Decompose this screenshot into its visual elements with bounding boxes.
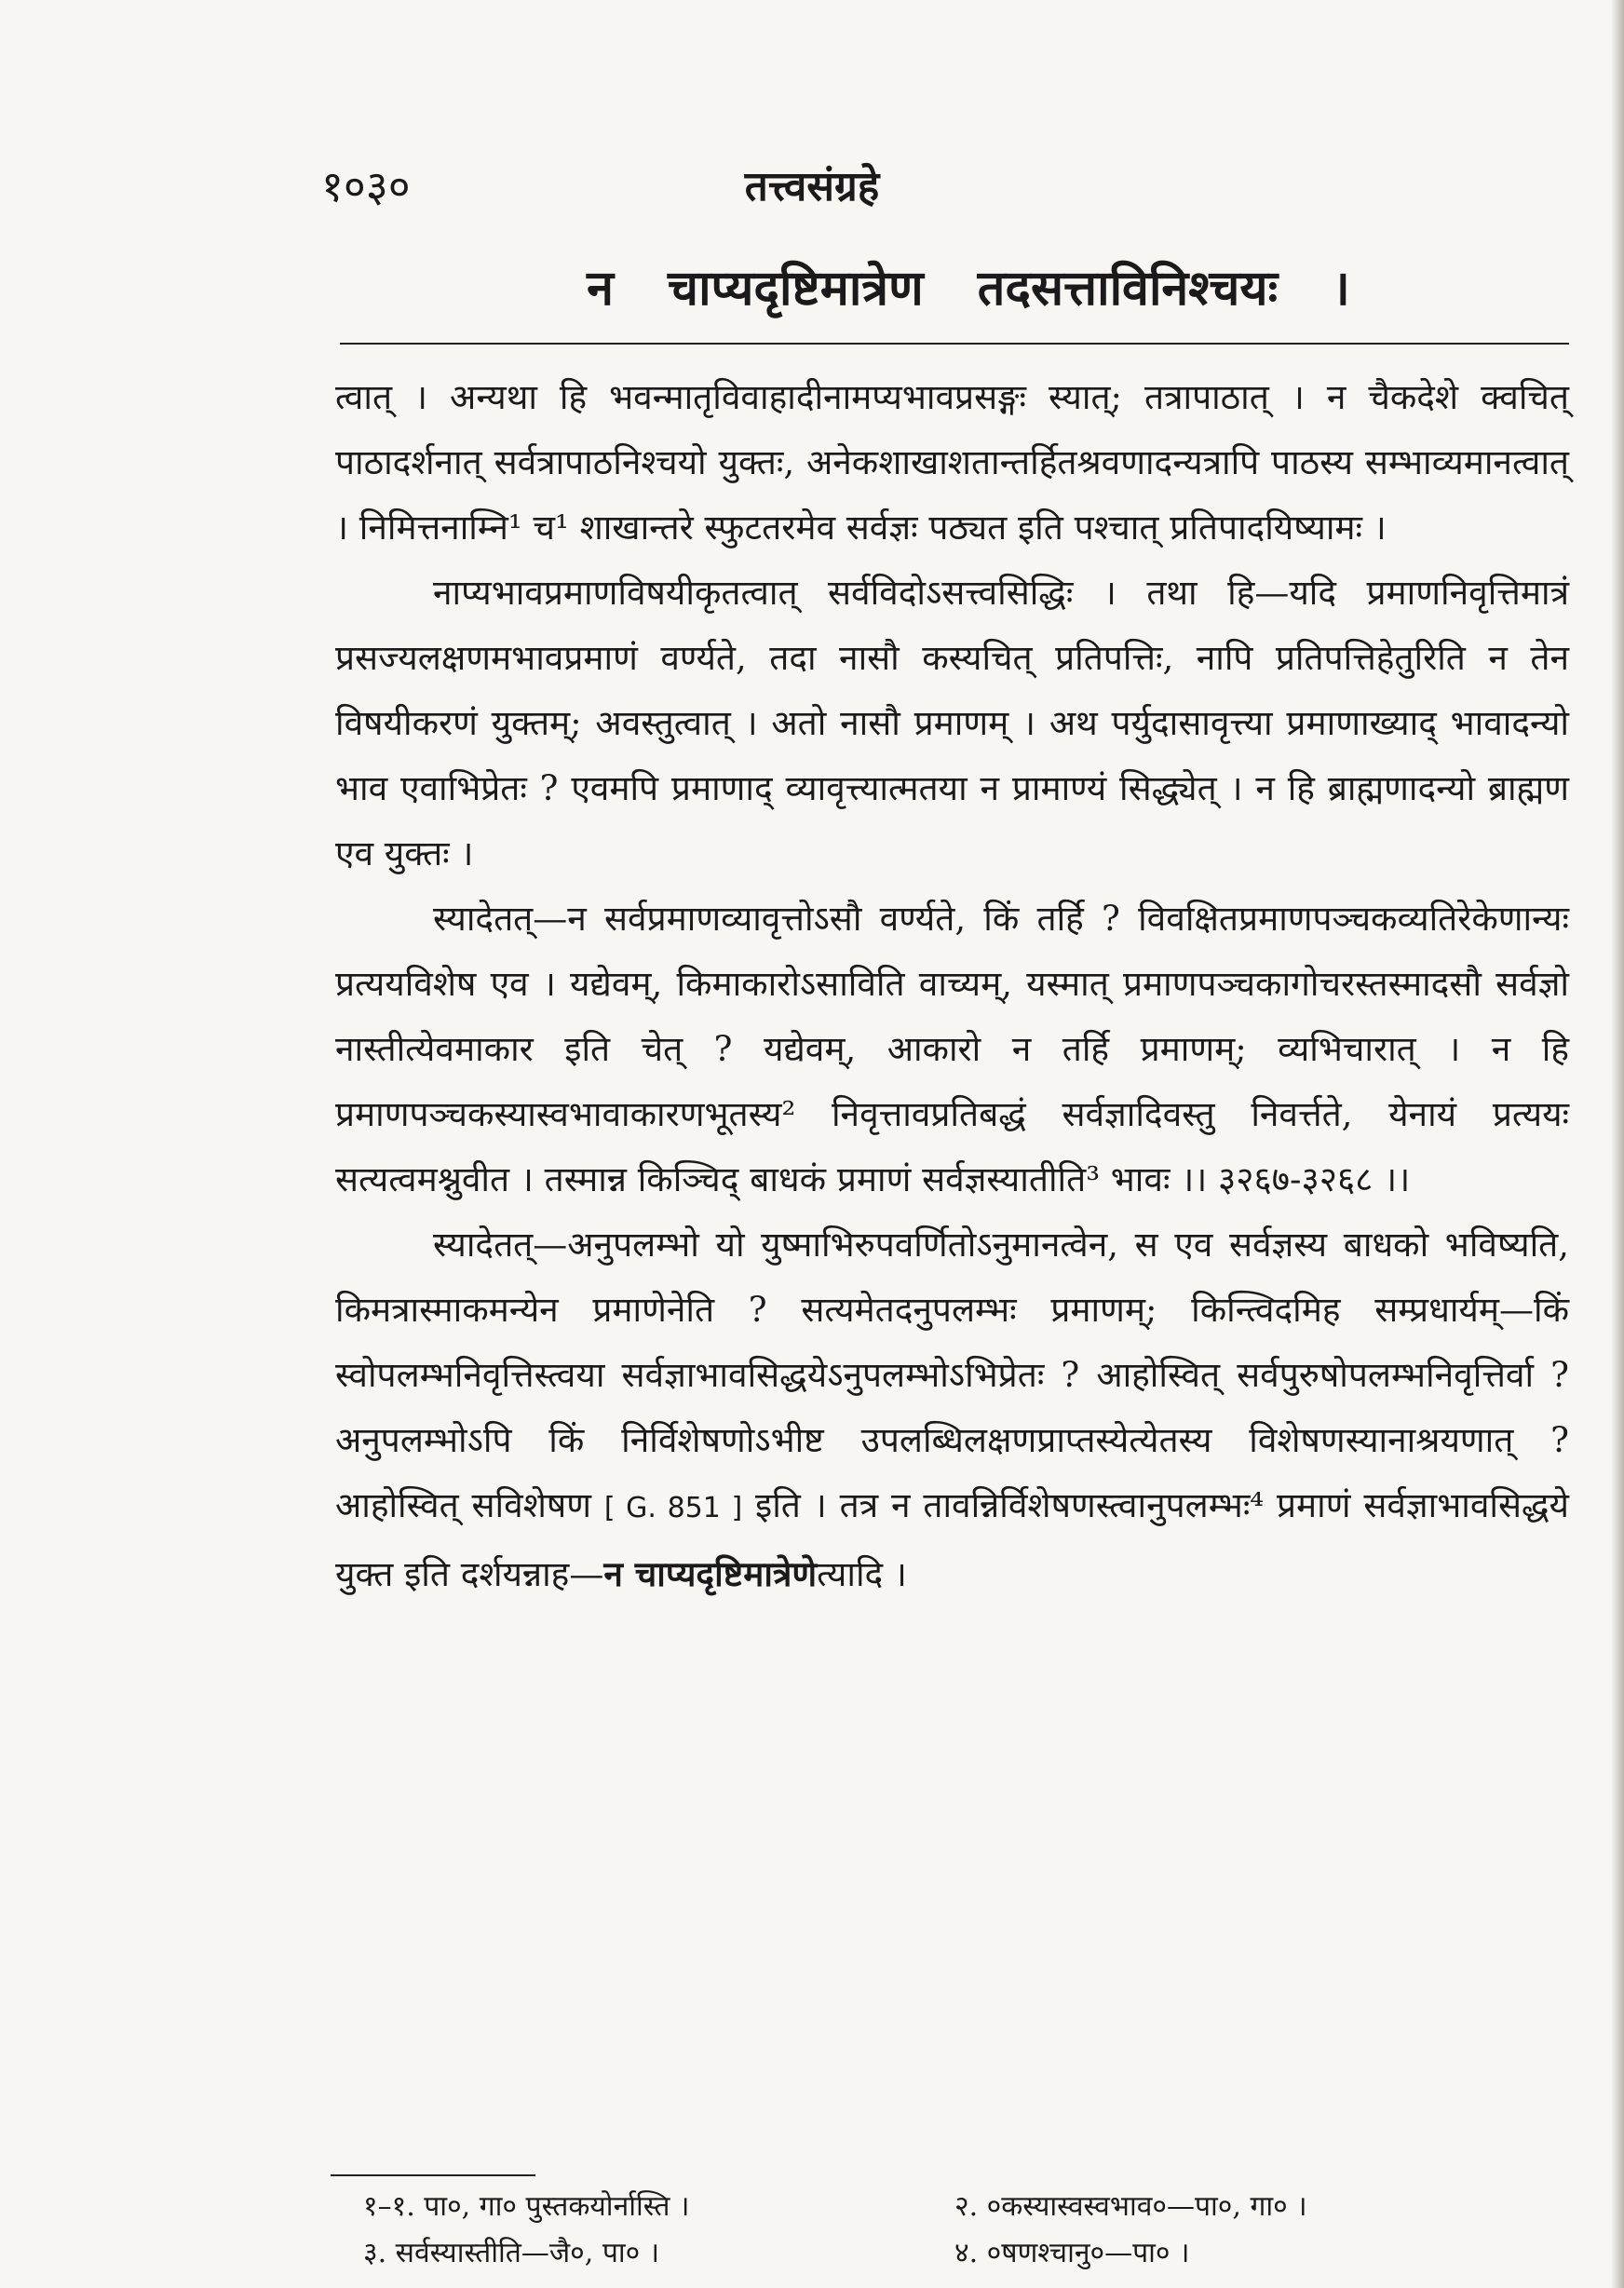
page-reference: [ G. 851 ] bbox=[603, 1492, 743, 1524]
footnote-row bbox=[363, 2184, 1536, 2230]
paragraph: स्यादेतत्—न सर्वप्रमाणव्यावृत्तोऽसौ वर्ण्यते, किं तर्हि ? विवक्षितप्रमाणपञ्चकव्यतिरेकेणान्यः प्रत्ययविशेष एव । यद्येवम्, किमाकारोऽसाविति वाच्यम्, यस्मात् प्रमाणपञ्चकागोचरस्तस्मादसौ सर्वज्ञो नास्तीत्येवमाकार इति चेत् ? यद्येवम्, आकारो न तर्हि प्रमाणम्; व्यभिचारात् । न हि प्रमाणपञ्चकस्यास्वभावाकारणभूतस्य² निवृत्तावप्रतिबद्धं सर्वज्ञादिवस्तु निवर्त्तते, येनायं प्रत्ययः सत्यत्वमश्नुवीत । तस्मान्न किञ्चिद् बाधकं प्रमाणं सर्वज्ञस्यातीति³ भावः ।। ३२६७-३२६८ ।। bbox=[335, 899, 1569, 1199]
footnote: १–१. पा०, गा० पुस्तकयोर्नास्ति । bbox=[363, 2190, 690, 2223]
footnote-row bbox=[363, 2230, 1536, 2277]
footnote: ४. ०षणश्चानु०—पा० । bbox=[954, 2237, 1190, 2269]
footnote-rule bbox=[331, 2174, 535, 2176]
paragraph: नाप्यभावप्रमाणविषयीकृतत्वात् सर्वविदोऽसत्त्वसिद्धिः । तथा हि—यदि प्रमाणनिवृत्तिमात्रं प्रसज्यलक्षणमभावप्रमाणं वर्ण्यते, तदा नासौ कस्यचित् प्रतिपत्तिः, नापि प्रतिपत्तिहेतुरिति न तेन विषयीकरणं युक्तम्; अवस्तुत्वात् । अतो नासौ प्रमाणम् । अथ पर्युदासावृत्त्या प्रमाणाख्याद् भावादन्यो भाव एवाभिप्रेतः ? एवमपि प्रमाणाद् व्यावृत्त्यात्मतया न प्रामाण्यं सिद्ध्येत् । न हि ब्राह्मणादन्यो ब्राह्मण एव युक्तः । bbox=[335, 573, 1569, 873]
running-title: तत्त्वसंग्रहे bbox=[744, 163, 880, 210]
verse-line: न चाप्यदृष्टिमात्रेण तदसत्ताविनिश्चयः । bbox=[587, 260, 1350, 317]
page-number: १०३० bbox=[321, 161, 411, 211]
paragraph-text: इति । तत्र न तावन्निर्विशेषणस्त्वानुपलम्भः⁴ प्रमाणं सर्वज्ञाभावसिद्धये युक्त इति दर्शयन्नाह— bbox=[335, 1485, 1570, 1594]
footnotes bbox=[363, 2184, 1536, 2277]
footnote: ३. सर्वस्यास्तीति—जै०, पा० । bbox=[363, 2237, 660, 2269]
paragraph-text: त्यादि । bbox=[817, 1554, 907, 1594]
verse-quote: न चाप्यदृष्टिमात्रेणे bbox=[603, 1553, 818, 1594]
page-edge-shadow bbox=[1611, 0, 1624, 2288]
commentary-body bbox=[335, 365, 1569, 1607]
footnote: २. ०कस्यास्वस्वभाव०—पा०, गा० । bbox=[954, 2190, 1307, 2223]
paragraph bbox=[335, 1212, 1569, 1607]
paragraph-text: स्यादेतत्—अनुपलम्भो यो युष्माभिरुपवर्णितोऽनुमानत्वेन, स एव सर्वज्ञस्य बाधको भविष्यति, किमत्रास्माकमन्येन प्रमाणेनेति ? सत्यमेतदनुपलम्भः प्रमाणम्; किन्त्विदमिह सम्प्रधार्यम्—किं स्वोपलम्भनिवृत्तिस्त्वया सर्वज्ञाभावसिद्धयेऽनुपलम्भोऽभिप्रेतः ? आहोस्वित् सर्वपुरुषोपलम्भनिवृत्तिर्वा ? अनुपलम्भोऽपि किं निर्विशेषणोऽभीष्ट उपलब्धिलक्षणप्राप्तस्येत्येतस्य विशेषणस्यानाश्रयणात् ? आहोस्वित् सविशेषण bbox=[335, 1225, 1569, 1525]
verse-rule bbox=[340, 343, 1569, 345]
paragraph: त्वात् । अन्यथा हि भवन्मातृविवाहादीनामप्यभावप्रसङ्गः स्यात्; तत्रापाठात् । न चैकदेशे क्वचित् पाठादर्शनात् सर्वत्रापाठनिश्चयो युक्तः, अनेकशाखाशतान्तर्हितश्रवणादन्यत्रापि पाठस्य सम्भाव्यमानत्वात् । निमित्तनाम्नि¹ च¹ शाखान्तरे स्फुटतरमेव सर्वज्ञः पठ्यत इति पश्चात् प्रतिपादयिष्यामः । bbox=[335, 377, 1569, 548]
